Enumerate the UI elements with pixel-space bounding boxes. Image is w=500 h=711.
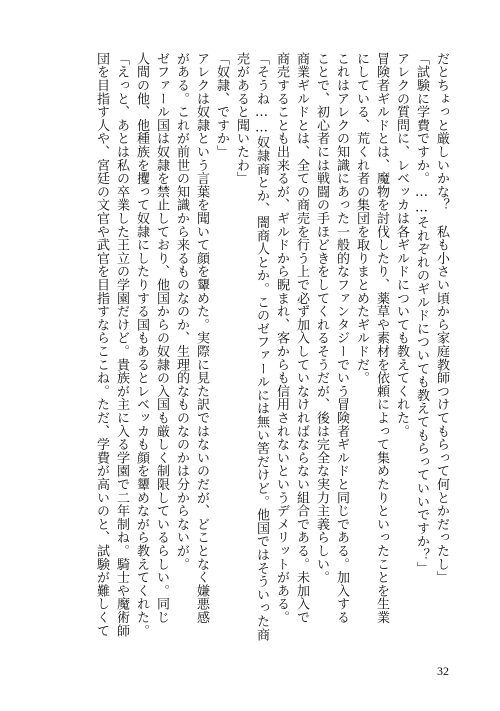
text-column: アレクは奴隷という言葉を聞いて顔を顰めた。実際に見た訳ではないのだが、どことなく嫌悪感 bbox=[194, 52, 209, 624]
text-column: 団を目指す人や、宮廷の文官や武官を目指すならここね。ただ、学費が高いのと、試験が難しくて bbox=[94, 52, 109, 638]
text-column: これはアレクの知識にあった一般的なファンタジーでいう冒険者ギルドと同じである。加入する bbox=[334, 52, 349, 624]
text-column: がある。これが前世の知識から来るものなのか、生理的なものなのかは分からないが。 bbox=[174, 52, 189, 571]
text-column: 人間の他、他種族を攫って奴隷にしたりする国もあるとレベッカも顔を顰めながら教えてくれた。 bbox=[134, 52, 149, 638]
text-column: 商業ギルドとは、全ての商売を行う上で必ず加入していなければならない組合である。未加入で bbox=[294, 52, 309, 624]
text-column: 「奴隷、ですか」 bbox=[214, 52, 229, 159]
text-column: 売があると聞いたわ」 bbox=[234, 52, 249, 185]
text-column: 商売することも出来るが、ギルドから睨まれ、客からも信用されないというデメリットがある。 bbox=[274, 52, 289, 624]
text-column: 冒険者ギルドとは、魔物を討伐したり、薬草や素材を依頼によって集めたりといったことを生業 bbox=[374, 52, 389, 624]
text-column: 「試験に学費ですか。……それぞれのギルドについても教えてもらっていいですか？」 bbox=[414, 52, 429, 575]
text-column: 「そうね……奴隷商とか、闇商人とか。このゼファールには無い筈だけど。他国ではそういった商 bbox=[254, 52, 269, 642]
text-column: だとちょっと厳しいかな？ 私も小さい頃から家庭教師つけてもらって何とかだったし」 bbox=[434, 52, 449, 584]
page-number: 32 bbox=[437, 664, 449, 678]
text-column: にしている、荒くれ者の集団を取りまとめたギルドだ。 bbox=[354, 52, 369, 385]
vertical-text-body bbox=[46, 52, 451, 642]
text-column: 「えっと、あとは私の卒業した王立の学園だけど。貴族が主に入る学園で二年制ね。騎士や魔術師 bbox=[114, 52, 129, 638]
text-column: アレクの質問に、レベッカは各ギルドについても教えてくれた。 bbox=[394, 52, 409, 438]
text-column: ことで、初心者には戦闘の手ほどきをしてくれるそうだが、後は完全な実力主義らしい。 bbox=[314, 52, 329, 584]
text-column: ゼファール国は奴隷を禁止しており、他国からの奴隷の入国も厳しく制限しているらしい。同じ bbox=[154, 52, 169, 624]
